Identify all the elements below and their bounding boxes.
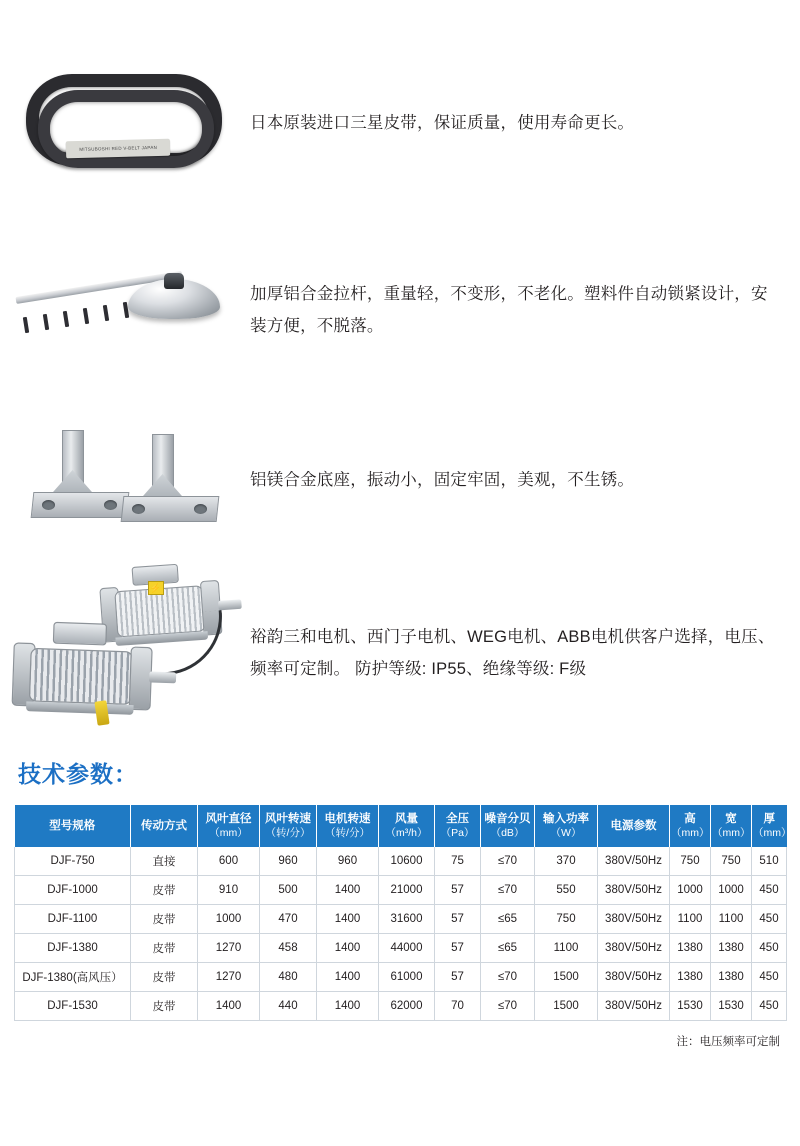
cell: 1500 — [535, 992, 598, 1021]
col-header — [752, 805, 792, 847]
col-header-unit: （W） — [550, 827, 582, 839]
cell: 70 — [435, 992, 481, 1021]
col-header — [535, 805, 598, 847]
col-header-name: 电源参数 — [610, 820, 657, 832]
cell: 1100 — [535, 934, 598, 963]
cell: 500 — [260, 876, 317, 905]
cell: 57 — [435, 905, 481, 934]
col-header-name: 风叶转速 — [265, 813, 311, 825]
cell: 510 — [752, 847, 787, 876]
col-header-unit: （dB） — [490, 827, 525, 839]
feature-row-base — [0, 405, 800, 555]
cell: 960 — [260, 847, 317, 876]
warning-icon: ⚡ — [148, 581, 164, 595]
cell: 皮带 — [131, 876, 198, 905]
cell: 450 — [752, 876, 787, 905]
cell: 1400 — [317, 905, 379, 934]
col-header-name: 输入功率 — [543, 813, 589, 825]
cell: 1270 — [198, 934, 260, 963]
cell: 21000 — [379, 876, 435, 905]
cell: 1100 — [670, 905, 711, 934]
cell: ≤70 — [481, 876, 535, 905]
col-header — [711, 805, 752, 847]
cell: 550 — [535, 876, 598, 905]
col-header — [317, 805, 379, 847]
col-header-name: 型号规格 — [49, 820, 96, 832]
col-header-name: 电机转速 — [324, 813, 371, 825]
cell: ≤65 — [481, 905, 535, 934]
cell: 1380 — [711, 934, 752, 963]
feature-text-rod: 加厚铝合金拉杆，重量轻，不变形，不老化。塑料件自动锁紧设计，安装方便，不脱落。 — [250, 285, 768, 335]
col-header-name: 传动方式 — [141, 820, 187, 832]
cell: DJF-750 — [15, 847, 131, 876]
spec-section-title: 技术参数： — [18, 761, 138, 787]
cell: DJF-1380(高风压） — [15, 963, 131, 992]
cell: 1400 — [317, 934, 379, 963]
cell: 458 — [260, 934, 317, 963]
cell: 450 — [752, 934, 787, 963]
cell: 370 — [535, 847, 598, 876]
col-header-name: 厚 — [763, 813, 775, 825]
col-header — [598, 805, 670, 847]
feature-row-rod — [0, 215, 800, 405]
table-row — [15, 963, 787, 992]
cell: 450 — [752, 963, 787, 992]
spec-table-note: 注：电压频率可定制 — [676, 1036, 780, 1048]
cell: 480 — [260, 963, 317, 992]
cell: 380V/50Hz — [598, 847, 670, 876]
cell: 1530 — [711, 992, 752, 1021]
col-header — [379, 805, 435, 847]
cell: 450 — [752, 992, 787, 1021]
cell: 910 — [198, 876, 260, 905]
col-header-unit: （转/分） — [265, 827, 311, 839]
cell: 1380 — [670, 934, 711, 963]
table-row — [15, 876, 787, 905]
cell: 1270 — [198, 963, 260, 992]
aluminum-magnesium-base-photo — [0, 426, 250, 534]
cell: 62000 — [379, 992, 435, 1021]
cell: DJF-1380 — [15, 934, 131, 963]
v-belt-photo — [0, 68, 250, 178]
cell: 皮带 — [131, 992, 198, 1021]
feature-text-base: 铝镁合金底座，振动小，固定牢固，美观，不生锈。 — [250, 471, 635, 489]
cell: ≤65 — [481, 934, 535, 963]
cell: 1380 — [711, 963, 752, 992]
cell: 380V/50Hz — [598, 934, 670, 963]
col-header — [198, 805, 260, 847]
cell: 750 — [711, 847, 752, 876]
cell: 75 — [435, 847, 481, 876]
cell: 1500 — [535, 963, 598, 992]
cell: 960 — [317, 847, 379, 876]
cell: 57 — [435, 963, 481, 992]
table-row — [15, 934, 787, 963]
col-header-unit: （mm） — [753, 827, 792, 839]
cell: 皮带 — [131, 934, 198, 963]
cell: 750 — [535, 905, 598, 934]
col-header-unit: （Pa） — [440, 827, 475, 839]
table-row — [15, 847, 787, 876]
cell: 380V/50Hz — [598, 992, 670, 1021]
cell: 1000 — [198, 905, 260, 934]
col-header-unit: （mm） — [209, 827, 248, 839]
cell: ≤70 — [481, 992, 535, 1021]
cell: 1400 — [198, 992, 260, 1021]
feature-row-motor — [0, 555, 800, 750]
table-row — [15, 992, 787, 1021]
col-header-unit: （mm） — [712, 827, 751, 839]
feature-text-belt: 日本原装进口三星皮带，保证质量，使用寿命更长。 — [250, 113, 635, 132]
cell: 皮带 — [131, 905, 198, 934]
cell: DJF-1000 — [15, 876, 131, 905]
cell: 380V/50Hz — [598, 905, 670, 934]
cell: 1400 — [317, 992, 379, 1021]
col-header-name: 宽 — [725, 813, 737, 825]
cell: 470 — [260, 905, 317, 934]
cell: 61000 — [379, 963, 435, 992]
feature-text-motor: 裕韵三和电机、西门子电机、WEG电机、ABB电机供客户选择，电压、频率可定制。 防护等级: IP55、绝缘等级: F级 — [250, 627, 775, 678]
cell: 1100 — [711, 905, 752, 934]
cell: 750 — [670, 847, 711, 876]
cell: 1400 — [317, 876, 379, 905]
cell: 380V/50Hz — [598, 963, 670, 992]
cell: 450 — [752, 905, 787, 934]
col-header — [670, 805, 711, 847]
cell: DJF-1100 — [15, 905, 131, 934]
cell: 1380 — [670, 963, 711, 992]
col-header — [435, 805, 481, 847]
cell: 直接 — [131, 847, 198, 876]
table-header-row — [15, 805, 787, 847]
col-header-name: 风量 — [395, 813, 418, 825]
belt-brand-text: MITSUBOSHI RED V-BELT JAPAN — [78, 144, 157, 152]
col-header-unit: （转/分） — [325, 827, 370, 839]
table-row — [15, 905, 787, 934]
cell: 1530 — [670, 992, 711, 1021]
col-header-name: 噪音分贝 — [484, 813, 531, 825]
col-header-name: 全压 — [446, 813, 469, 825]
spec-table — [14, 805, 792, 1021]
cell: 1400 — [317, 963, 379, 992]
cell: 皮带 — [131, 963, 198, 992]
cell: DJF-1530 — [15, 992, 131, 1021]
col-header — [131, 805, 198, 847]
cell: ≤70 — [481, 847, 535, 876]
cell: 31600 — [379, 905, 435, 934]
col-header — [481, 805, 535, 847]
electric-motor-photo — [0, 573, 250, 733]
aluminum-pull-rod-photo — [0, 255, 250, 365]
cell: 10600 — [379, 847, 435, 876]
col-header-unit: （mm） — [671, 827, 710, 839]
cell: 1000 — [711, 876, 752, 905]
cell: ≤70 — [481, 963, 535, 992]
col-header — [15, 805, 131, 847]
cell: 380V/50Hz — [598, 876, 670, 905]
feature-row-belt — [0, 30, 800, 215]
cell: 44000 — [379, 934, 435, 963]
spec-table-wrapper — [0, 805, 800, 1021]
spec-table-body — [15, 847, 787, 1021]
cell: 57 — [435, 934, 481, 963]
col-header — [260, 805, 317, 847]
col-header-name: 高 — [684, 813, 696, 825]
col-header-name: 风叶直径 — [205, 813, 252, 825]
cell: 1000 — [670, 876, 711, 905]
col-header-unit: （m³/h） — [385, 827, 428, 839]
cell: 57 — [435, 876, 481, 905]
cell: 600 — [198, 847, 260, 876]
cell: 440 — [260, 992, 317, 1021]
belt-brand-label — [65, 138, 169, 158]
